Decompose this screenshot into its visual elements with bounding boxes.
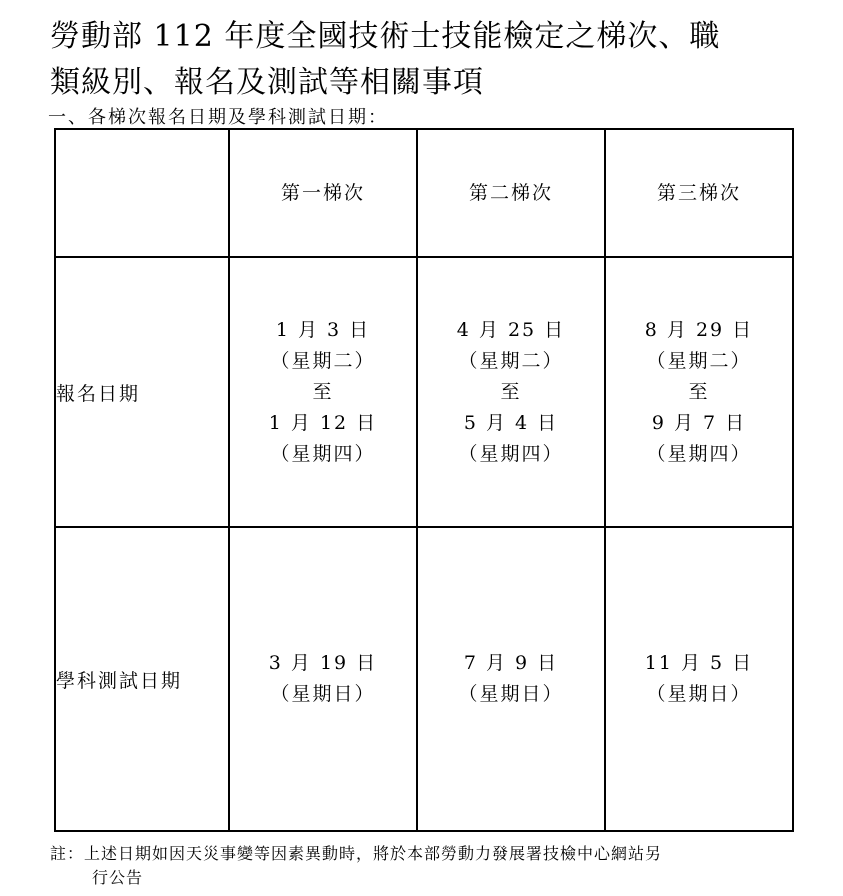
date-line: 4 月 25 日 [456,318,566,341]
date-line: 9 月 7 日 [651,411,747,434]
column-header-batch-3 [605,129,793,257]
column-header-batch-2 [417,129,605,257]
row-label-registration: 報名日期 [55,257,229,527]
date-line: 5 月 4 日 [463,411,559,434]
table-corner-cell [55,129,229,257]
weekday-line: （星期日） [270,683,376,705]
page-title [50,14,790,106]
date-line: 7 月 9 日 [463,652,559,674]
table-row-registration [55,257,793,527]
table-header-row [55,129,793,257]
weekday-line: （星期日） [646,683,752,705]
column-header-label: 第二梯次 [468,181,553,204]
test-cell-batch-2 [417,527,605,831]
schedule-table [54,128,794,832]
footnote-line-1: 註：上述日期如因天災事變等因素異動時，將於本部勞動力發展署技檢中心網站另 [50,844,663,863]
footnote-line-2: 行公告 [92,868,144,887]
range-separator: 至 [312,380,334,403]
weekday-line: （星期四） [646,442,752,465]
page-title-line-2: 類級別、報名及測試等相關事項 [50,65,484,100]
weekday-line: （星期二） [646,349,752,372]
registration-cell-batch-1 [229,257,417,527]
footnote [50,842,662,890]
range-separator: 至 [688,380,710,403]
registration-cell-batch-2 [417,257,605,527]
test-cell-batch-1 [229,527,417,831]
date-line: 11 月 5 日 [644,652,754,674]
row-label-written-test: 學科測試日期 [55,527,229,831]
date-line: 1 月 3 日 [275,318,371,341]
weekday-line: （星期四） [458,442,564,465]
column-header-label: 第一梯次 [280,181,365,204]
test-cell-batch-3 [605,527,793,831]
column-header-batch-1 [229,129,417,257]
table-row-written-test [55,527,793,831]
weekday-line: （星期二） [458,349,564,372]
weekday-line: （星期日） [458,683,564,705]
date-line: 3 月 19 日 [268,652,378,674]
date-line: 8 月 29 日 [644,318,754,341]
section-heading: 一、各梯次報名日期及學科測試日期： [48,107,388,128]
date-line: 1 月 12 日 [268,411,378,434]
column-header-label: 第三梯次 [656,181,741,204]
weekday-line: （星期四） [270,442,376,465]
range-separator: 至 [500,380,522,403]
page-title-line-1: 勞動部 112 年度全國技術士技能檢定之梯次、職 [50,19,721,54]
registration-cell-batch-3 [605,257,793,527]
weekday-line: （星期二） [270,349,376,372]
